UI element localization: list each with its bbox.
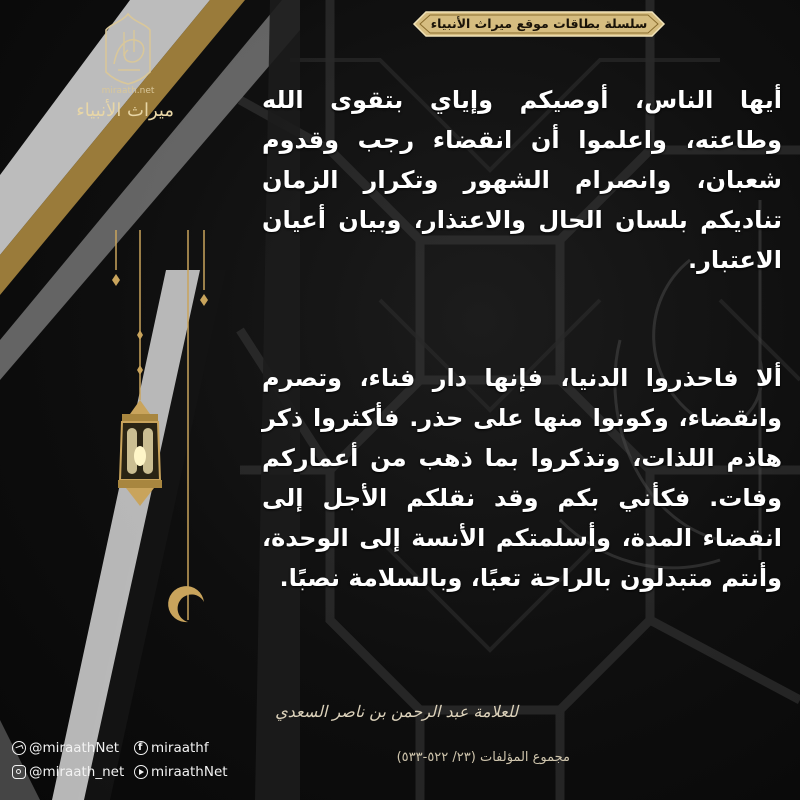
instagram-icon: [12, 765, 26, 779]
facebook-icon: f: [134, 741, 148, 755]
youtube-icon: [134, 765, 148, 779]
social-facebook[interactable]: [134, 738, 209, 758]
quote-paragraph-2: ألا فاحذروا الدنيا، فإنها دار فناء، وتصرم وانقضاء، وكونوا منها على حذر. فأكثروا ذكر هاذم اللذات، وتذكروا بما ذهب من أعماركم وفات. فكأني بكم وقد نقلكم الأجل إلى انقضاء المدة، وأسلمتكم الأنسة إلى الوحدة، وأنتم متبدلون بالراحة تعبًا، وبالسلامة نصبًا.: [262, 364, 782, 592]
social-handle: @miraathNet: [29, 740, 120, 756]
series-badge: [412, 10, 666, 38]
social-row-1: [12, 738, 244, 758]
series-title: سلسلة بطاقات موقع ميراث الأنبياء: [430, 16, 648, 31]
lantern-illustration: [100, 230, 210, 630]
social-youtube[interactable]: [134, 762, 228, 782]
logo-emblem-icon: [94, 12, 162, 86]
social-row-2: [12, 762, 244, 782]
logo-site-name: ميراث الأنبياء: [76, 100, 174, 121]
social-instagram[interactable]: [12, 762, 124, 782]
twitter-icon: [12, 741, 26, 755]
author-signature: [275, 698, 518, 738]
source-reference: مجموع المؤلفات (٢٣/ ٥٢٢-٥٣٣): [396, 750, 570, 765]
social-handle: miraathNet: [151, 764, 228, 780]
site-logo: [76, 10, 174, 122]
social-handle: miraathf: [151, 740, 209, 756]
social-twitter[interactable]: [12, 738, 119, 758]
logo-site-url: miraath.net: [101, 86, 155, 96]
quote-paragraph-1: أيها الناس، أوصيكم وإياي بتقوى الله وطاعته، واعلموا أن انقضاء رجب وقدوم شعبان، وانصرام الشهور وتكرار الزمان تناديكم بلسان الحال والاعتذار، وبيان أعيان الاعتبار.: [262, 86, 782, 274]
signature-text: للعلامة عبد الرحمن بن ناصر السعدي: [275, 702, 518, 721]
social-handle: @miraath_net: [29, 764, 125, 780]
